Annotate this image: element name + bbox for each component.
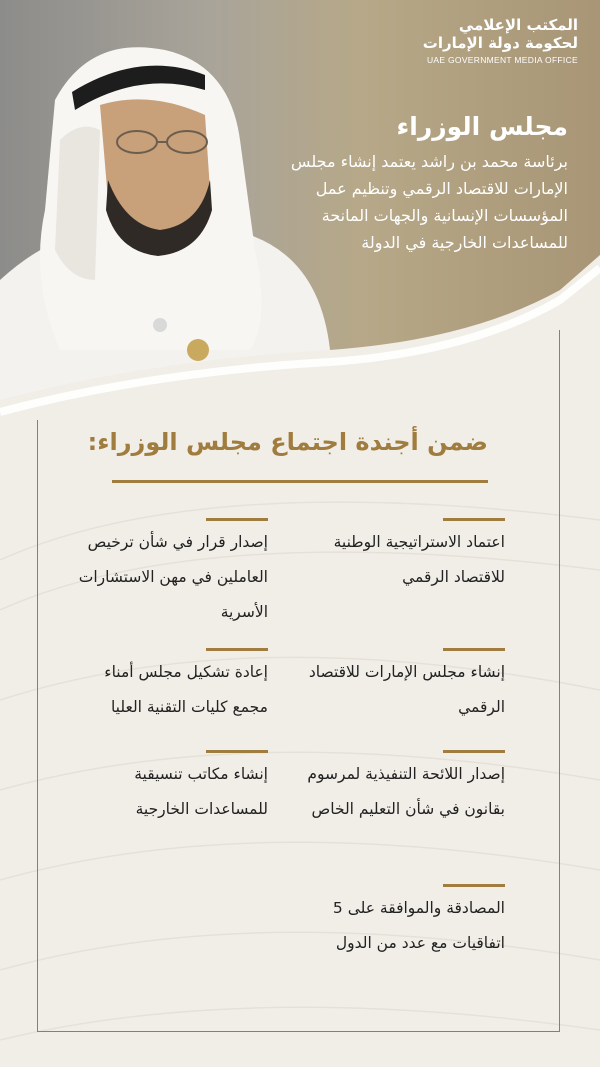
media-office-logo	[423, 16, 578, 65]
logo-line-2: لحكومة دولة الإمارات	[422, 34, 578, 52]
frame-right-line	[559, 330, 560, 1032]
agenda-item	[68, 648, 268, 725]
item-text: اعتماد الاستراتيجية الوطنية للاقتصاد الرقمي	[333, 533, 505, 586]
item-bar	[443, 884, 505, 887]
item-text: إعادة تشكيل مجلس أمناء مجمع كليات التقنية العليا	[104, 663, 268, 716]
item-text: إصدار اللائحة التنفيذية لمرسوم بقانون في شأن التعليم الخاص	[307, 765, 505, 818]
item-bar	[443, 750, 505, 753]
item-text: إنشاء مجلس الإمارات للاقتصاد الرقمي	[308, 663, 505, 716]
frame-left-line	[37, 420, 38, 1032]
header-title: مجلس الوزراء	[396, 112, 568, 141]
item-text: إصدار قرار في شأن ترخيص العاملين في مهن الاستشارات الأسرية	[78, 533, 268, 621]
item-text: إنشاء مكاتب تنسيقية للمساعدات الخارجية	[134, 765, 268, 818]
agenda-title: ضمن أجندة اجتماع مجلس الوزراء:	[87, 428, 488, 456]
frame-bottom-line	[37, 1031, 560, 1032]
item-bar	[206, 648, 268, 651]
agenda-title-underline	[112, 480, 488, 483]
item-bar	[443, 648, 505, 651]
agenda-item	[305, 750, 505, 827]
agenda-item	[68, 750, 268, 827]
agenda-item	[305, 884, 505, 961]
agenda-item	[68, 518, 268, 630]
item-bar	[443, 518, 505, 521]
agenda-item	[305, 648, 505, 725]
header-body: برئاسة محمد بن راشد يعتمد إنشاء مجلس الإمارات للاقتصاد الرقمي وتنظيم عمل المؤسسات الإنسانية والجهات المانحة للمساعدات الخارجية في الدولة	[290, 152, 568, 252]
logo-english: UAE GOVERNMENT MEDIA OFFICE	[426, 55, 578, 65]
logo-line-1: المكتب الإعلامي	[458, 16, 578, 34]
item-text: المصادقة والموافقة على 5 اتفاقيات مع عدد من الدول	[332, 899, 505, 952]
item-bar	[206, 750, 268, 753]
item-bar	[206, 518, 268, 521]
agenda-item	[305, 518, 505, 595]
